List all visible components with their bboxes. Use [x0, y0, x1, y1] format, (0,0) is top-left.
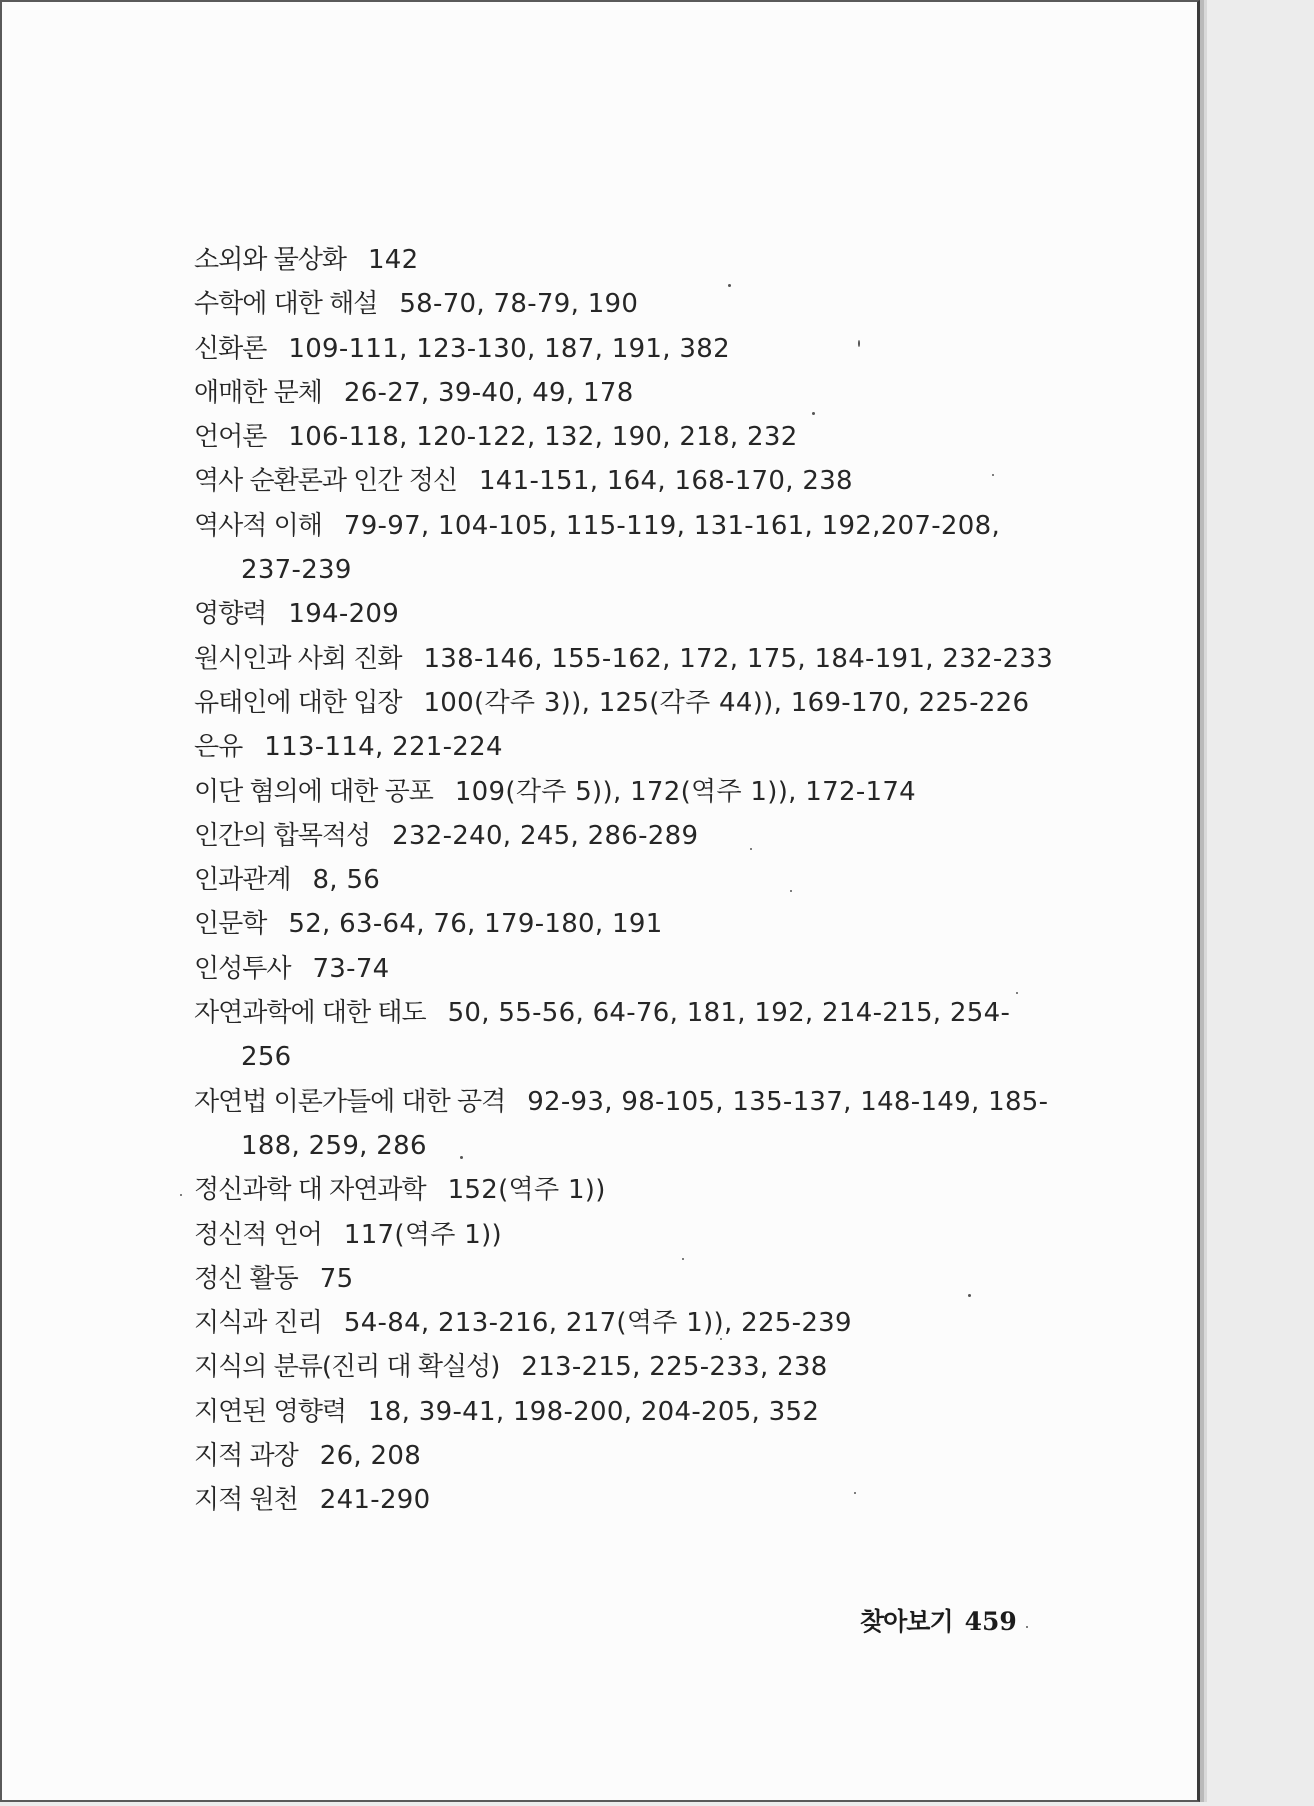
index-term: 소외와 물상화 — [194, 245, 346, 275]
index-entry — [194, 371, 1054, 415]
index-page-refs: 138-146, 155-162, 172, 175, 184-191, 232-233 — [423, 643, 1054, 674]
index-page-refs: 18, 39-41, 198-200, 204-205, 352 — [367, 1396, 820, 1427]
index-entry — [194, 770, 1054, 814]
index-term: 영향력 — [194, 599, 267, 630]
index-term: 애매한 문체 — [194, 377, 322, 408]
index-entry — [194, 1168, 1054, 1212]
index-entry — [194, 238, 1054, 282]
index-entry — [194, 1390, 1054, 1434]
index-page-refs: 142 — [367, 245, 419, 275]
index-term: 정신과학 대 자연과학 — [194, 1175, 426, 1206]
index-entry — [194, 814, 1054, 858]
index-page-refs: 26-27, 39-40, 49, 178 — [343, 377, 634, 408]
index-page-refs: 109(각주 5)), 172(역주 1)), 172-174 — [454, 776, 917, 807]
index-page-refs: 194-209 — [288, 599, 400, 630]
scan-speck — [968, 1294, 971, 1297]
index-term: 은유 — [194, 732, 243, 763]
index-page-refs: 241-290 — [319, 1485, 431, 1516]
index-term: 인성투사 — [194, 953, 291, 984]
index-term: 원시인과 사회 진화 — [194, 643, 402, 674]
index-entry — [194, 1478, 1054, 1522]
scan-speck — [1026, 1626, 1028, 1628]
index-page-refs: 52, 63-64, 76, 179-180, 191 — [288, 909, 663, 940]
index-page-refs: 213-215, 225-233, 238 — [521, 1352, 828, 1383]
scan-speck — [750, 848, 752, 850]
index-term: 지연된 영향력 — [194, 1396, 346, 1427]
scan-speck — [460, 1156, 463, 1159]
index-term: 수학에 대한 해설 — [194, 289, 378, 320]
index-entry — [194, 592, 1054, 636]
index-page-refs: 106-118, 120-122, 132, 190, 218, 232 — [288, 422, 798, 453]
index-term: 지식과 진리 — [194, 1308, 322, 1339]
index-page-refs: 73-74 — [312, 953, 390, 984]
index-entry — [194, 1080, 1054, 1169]
index-term: 역사적 이해 — [194, 510, 322, 541]
index-entry — [194, 1301, 1054, 1345]
index-entry — [194, 991, 1054, 1080]
index-entry — [194, 637, 1054, 681]
scan-speck — [812, 412, 815, 415]
index-page-refs: 100(각주 3)), 125(각주 44)), 169-170, 225-226 — [423, 687, 1030, 718]
index-page-refs: 232-240, 245, 286-289 — [392, 820, 699, 851]
index-term: 언어론 — [194, 422, 267, 453]
index-entry — [194, 858, 1054, 902]
index-term: 인문학 — [194, 909, 267, 940]
index-entry — [194, 902, 1054, 946]
running-footer-title: 찾아보기 — [860, 1607, 953, 1636]
index-entry — [194, 327, 1054, 371]
scan-speck — [854, 1492, 856, 1494]
index-page-refs: 75 — [319, 1263, 354, 1294]
index-term: 인과관계 — [194, 865, 291, 896]
index-term: 이단 혐의에 대한 공포 — [194, 776, 433, 807]
index-term: 인간의 합목적성 — [194, 820, 371, 851]
index-entry — [194, 1213, 1054, 1257]
index-page-refs: 26, 208 — [319, 1441, 422, 1472]
index-term: 정신적 언어 — [194, 1219, 322, 1250]
page-footer — [860, 1602, 1017, 1638]
index-term: 유태인에 대한 입장 — [194, 687, 402, 718]
index-term: 자연법 이론가들에 대한 공격 — [194, 1086, 506, 1117]
index-entry — [194, 947, 1054, 991]
scan-speck — [720, 1338, 722, 1340]
scan-speck — [992, 474, 994, 476]
index-term: 지적 과장 — [194, 1441, 298, 1472]
index-term: 신화론 — [194, 333, 267, 364]
scan-speck — [728, 284, 731, 287]
index-page-refs: 152(역주 1)) — [447, 1175, 606, 1206]
index-entry — [194, 1434, 1054, 1478]
index-term: 자연과학에 대한 태도 — [194, 998, 426, 1029]
index-page-refs: 141-151, 164, 168-170, 238 — [478, 466, 853, 497]
index-term: 역사 순환론과 인간 정신 — [194, 466, 457, 497]
index-entry — [194, 415, 1054, 459]
scan-speck — [180, 1194, 182, 1196]
index-term: 지적 원천 — [194, 1485, 298, 1516]
index-page-refs: 79-97, 104-105, 115-119, 131-161, 192,207-208, 237-239 — [241, 510, 1001, 586]
index-entry — [194, 1345, 1054, 1389]
scan-speck — [682, 1258, 684, 1260]
scan-speck — [858, 340, 860, 347]
index-page-refs: 50, 55-56, 64-76, 181, 192, 214-215, 254-256 — [241, 998, 1011, 1073]
index-page-refs: 113-114, 221-224 — [264, 732, 503, 763]
index-term: 지식의 분류(진리 대 확실성) — [194, 1352, 500, 1383]
scan-speck — [790, 890, 792, 892]
index-list — [194, 238, 1054, 1523]
index-entry — [194, 504, 1054, 593]
index-page-refs: 54-84, 213-216, 217(역주 1)), 225-239 — [343, 1308, 852, 1339]
index-entry — [194, 725, 1054, 769]
index-page-refs: 58-70, 78-79, 190 — [399, 289, 639, 320]
index-page-refs: 8, 56 — [312, 865, 381, 896]
index-page-refs: 92-93, 98-105, 135-137, 148-149, 185-188, 259, 286 — [241, 1086, 1049, 1161]
index-page-refs: 109-111, 123-130, 187, 191, 382 — [288, 333, 730, 364]
index-entry — [194, 1257, 1054, 1301]
index-entry — [194, 681, 1054, 725]
index-term: 정신 활동 — [194, 1263, 298, 1294]
index-entry — [194, 282, 1054, 326]
index-entry — [194, 459, 1054, 503]
index-page-refs: 117(역주 1)) — [343, 1219, 502, 1250]
page-number: 459 — [964, 1607, 1017, 1636]
scan-speck — [1016, 992, 1018, 994]
